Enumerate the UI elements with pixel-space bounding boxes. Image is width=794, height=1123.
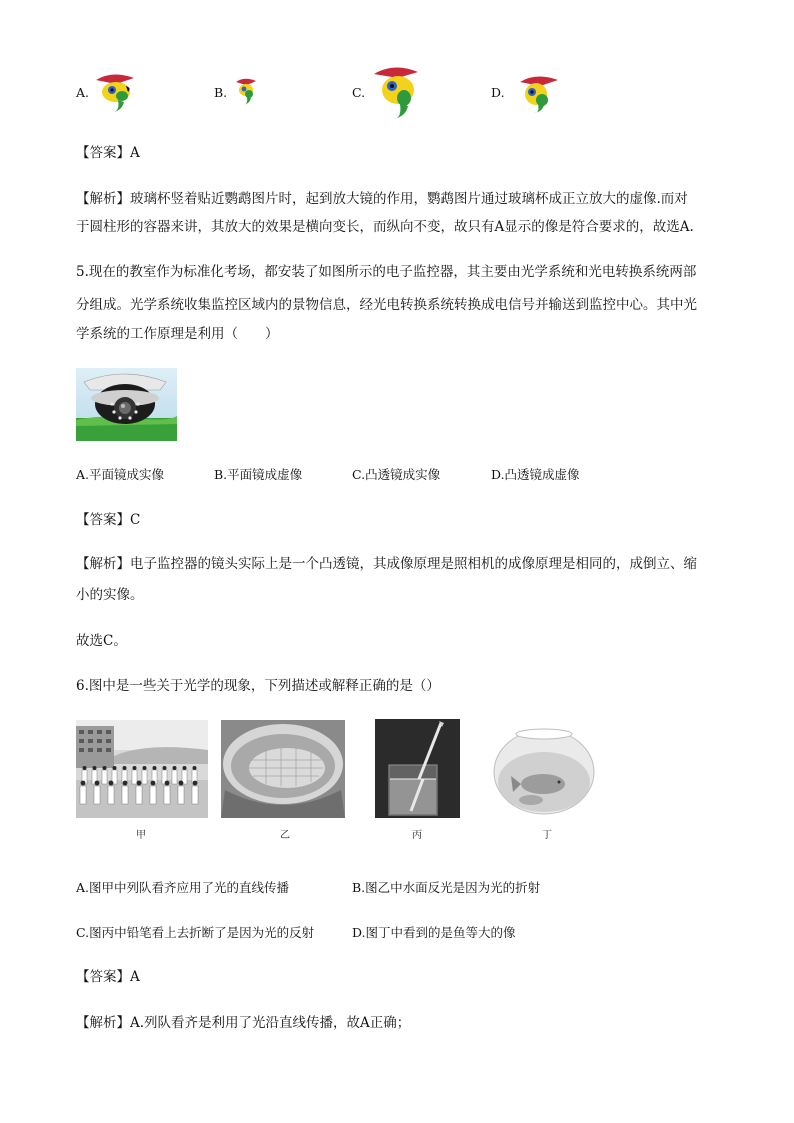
q5-stem-line-2: 分组成。光学系统收集监控区域内的景物信息，经光电转换系统转换成电信号并输送到监控中心。其中光 <box>76 297 697 313</box>
q5-option-a: A.平面镜成实像 <box>76 467 165 482</box>
q6-option-c: C.图丙中铅笔看上去折断了是因为光的反射 <box>76 925 315 940</box>
q6-option-d: D.图丁中看到的是鱼等大的像 <box>352 925 516 940</box>
q5-stem-line-3: 学系统的工作原理是利用（ ） <box>76 326 279 342</box>
q5-option-c: C.凸透镜成实像 <box>352 467 441 482</box>
security-camera-image <box>76 368 177 441</box>
q5-answer: 【答案】C <box>76 512 141 528</box>
fishbowl-image <box>481 720 608 818</box>
parrot-image-a <box>92 70 138 114</box>
q6-answer: 【答案】A <box>76 969 140 985</box>
students-lineup-image <box>76 720 208 818</box>
water-basin-image <box>221 720 345 818</box>
q4-option-c: C. <box>352 85 366 100</box>
q5-analysis-line-2: 小的实像。 <box>76 587 144 603</box>
q6-stem: 6.图中是一些关于光学的现象，下列描述或解释正确的是（） <box>76 678 440 694</box>
caption-jia: 甲 <box>136 830 146 841</box>
q6-option-a: A.图甲中列队看齐应用了光的直线传播 <box>76 880 290 895</box>
caption-ding: 丁 <box>542 830 552 841</box>
parrot-image-b <box>232 76 260 106</box>
q5-option-b: B.平面镜成虚像 <box>214 467 303 482</box>
caption-yi: 乙 <box>280 830 290 841</box>
q5-analysis-line-3: 故选C。 <box>76 633 127 649</box>
q5-stem-line-1: 5.现在的教室作为标准化考场，都安装了如图所示的电子监控器，其主要由光学系统和光电转换系统两部 <box>76 264 697 280</box>
q4-analysis-line-2: 于圆柱形的容器来讲，其放大的效果是横向变长，而纵向不变，故只有A显示的像是符合要求的，故选A. <box>76 219 694 235</box>
q5-analysis-line-1: 【解析】电子监控器的镜头实际上是一个凸透镜，其成像原理是照相机的成像原理是相同的，成倒立、缩 <box>76 556 697 572</box>
pencil-in-glass-image <box>375 719 460 818</box>
q4-answer: 【答案】A <box>76 145 140 161</box>
q6-option-b: B.图乙中水面反光是因为光的折射 <box>352 880 541 895</box>
parrot-image-d <box>514 72 560 114</box>
q5-option-d: D.凸透镜成虚像 <box>491 467 580 482</box>
parrot-image-c <box>370 62 422 120</box>
q4-option-a: A. <box>76 85 90 100</box>
caption-bing: 丙 <box>412 830 422 841</box>
q4-analysis-line-1: 【解析】玻璃杯竖着贴近鹦鹉图片时，起到放大镜的作用，鹦鹉图片通过玻璃杯成正立放大的虚像.而对 <box>76 191 688 207</box>
q4-option-d: D. <box>491 85 505 100</box>
q6-analysis: 【解析】A.列队看齐是利用了光沿直线传播，故A正确； <box>76 1015 411 1031</box>
q4-option-b: B. <box>214 85 228 100</box>
